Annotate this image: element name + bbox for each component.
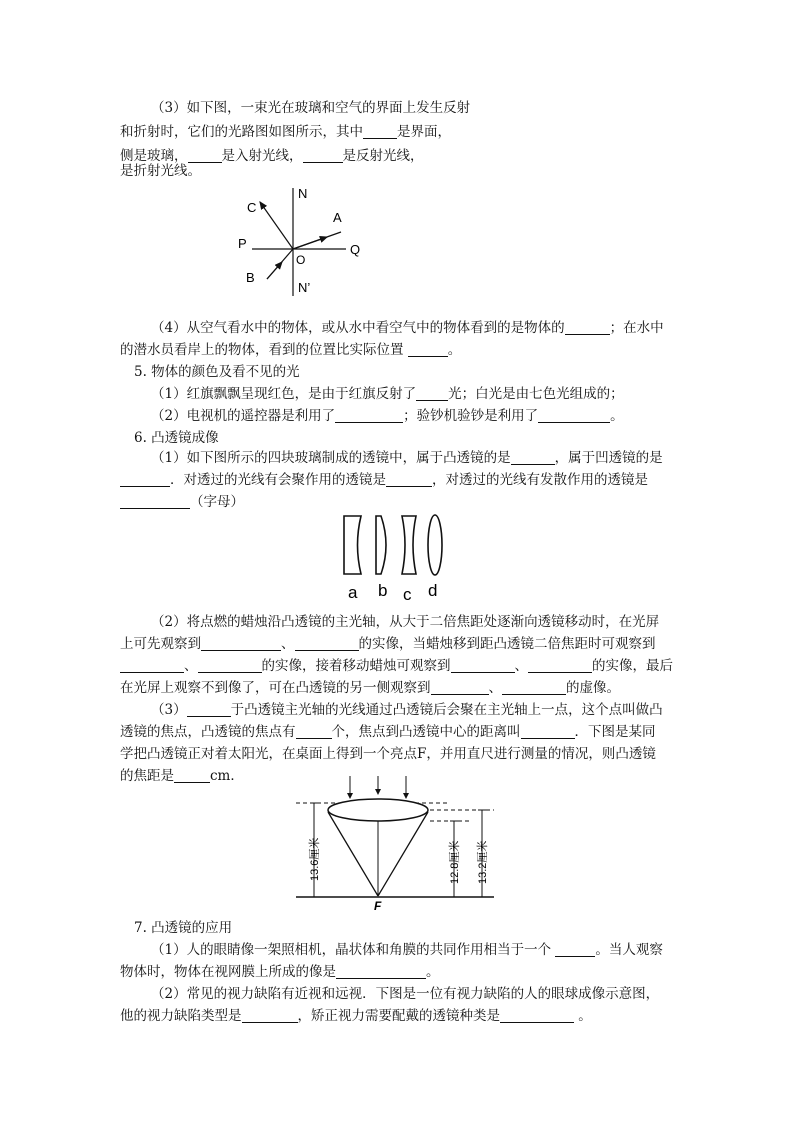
- answer-blank[interactable]: [408, 342, 448, 357]
- lens-label-d: d: [428, 581, 438, 600]
- sec7-q2-line2: 他的视力缺陷类型是 ，矫正视力需要配戴的透镜种类是 。: [120, 1008, 592, 1024]
- answer-blank[interactable]: [201, 636, 281, 651]
- sec5-q2: （2）电视机的遥控器是利用了 ；验钞机验钞是利用了 。: [151, 408, 624, 424]
- answer-blank[interactable]: [363, 124, 397, 139]
- answer-blank[interactable]: [416, 386, 448, 401]
- sec6-q3-line2: 透镜的焦点，凸透镜的焦点有 个，焦点到凸透镜中心的距离叫 ．下图是某同: [120, 724, 656, 740]
- label-12-8cm: 12.8厘米: [449, 840, 461, 884]
- convex-lens: [328, 799, 428, 821]
- answer-blank[interactable]: [336, 964, 426, 979]
- answer-blank[interactable]: [187, 702, 231, 717]
- focal-length-diagram: [290, 776, 500, 912]
- answer-blank[interactable]: [521, 724, 575, 739]
- section-7-title: 7. 凸透镜的应用: [134, 920, 233, 936]
- answer-blank[interactable]: [431, 680, 489, 695]
- sec6-q3-line4: 的焦距是 cm．: [120, 768, 244, 784]
- sec7-q2-line1: （2）常见的视力缺陷有近视和远视．下图是一位有视力缺陷的人的眼球成像示意图，: [151, 986, 660, 1002]
- answer-blank[interactable]: [120, 658, 184, 673]
- answer-blank[interactable]: [120, 472, 170, 487]
- sec6-q2-line1: （2）将点燃的蜡烛沿凸透镜的主光轴，从大于二倍焦距处逐渐向透镜移动时，在光屏: [151, 614, 660, 630]
- answer-blank[interactable]: [502, 680, 566, 695]
- sec7-q1-line2: 物体时，物体在视网膜上所成的像是 。: [120, 964, 440, 980]
- sec6-q2-line4: 在光屏上观察不到像了，可在凸透镜的另一侧观察到 、 的虚像。: [120, 680, 620, 696]
- label-13-6cm: 13.6厘米: [309, 837, 321, 881]
- answer-blank[interactable]: [386, 472, 432, 487]
- answer-blank[interactable]: [120, 494, 190, 509]
- sec7-q1-line1: （1）人的眼睛像一架照相机，晶状体和角膜的共同作用相当于一个 。当人观察: [151, 942, 663, 958]
- sec6-q1-line1: （1）如下图所示的四块玻璃制成的透镜中，属于凸透镜的是 ，属于凹透镜的是: [151, 450, 663, 466]
- answer-blank[interactable]: [538, 408, 610, 423]
- label-P: P: [238, 236, 247, 251]
- answer-blank[interactable]: [335, 408, 403, 423]
- lenses-diagram: [340, 510, 450, 606]
- refracted-ray: [328, 812, 378, 896]
- sec6-q2-line2: 上可先观察到 、 的实像，当蜡烛移到距凸透镜二倍焦距时可观察到: [120, 636, 656, 652]
- lens-label-b: b: [378, 581, 388, 600]
- sec6-q2-line3: 、 的实像，接着移动蜡烛可观察到 、 的实像，最后: [120, 656, 673, 676]
- label-N: N: [298, 186, 308, 201]
- ray-OC: [260, 202, 293, 249]
- label-N-prime: N’: [298, 280, 311, 295]
- lens-d: [428, 515, 442, 575]
- label-13-2cm: 13.2厘米: [477, 840, 489, 884]
- sec5-q1: （1）红旗飘飘呈现红色，是由于红旗反射了 光；白光是由七色光组成的；: [151, 386, 624, 402]
- label-O: O: [296, 253, 306, 267]
- answer-blank[interactable]: [174, 768, 210, 783]
- sec6-q3-line1: （3） 于凸透镜主光轴的光线通过凸透镜后会聚在主光轴上一点，这个点叫做凸: [151, 702, 663, 718]
- answer-blank[interactable]: [511, 450, 555, 465]
- answer-blank[interactable]: [198, 658, 262, 673]
- answer-blank[interactable]: [528, 658, 592, 673]
- sec6-q1-line2: ．对透过的光线有会聚作用的透镜是 ，对透过的光线有发散作用的透镜是: [120, 470, 648, 490]
- lens-label-a: a: [348, 583, 358, 602]
- sec6-q1-line3: （字母）: [120, 492, 244, 512]
- label-B: B: [246, 270, 255, 285]
- section-5-title: 5. 物体的颜色及看不见的光: [134, 364, 300, 380]
- label-A: A: [333, 210, 342, 225]
- answer-blank[interactable]: [555, 942, 595, 957]
- answer-blank[interactable]: [303, 148, 343, 163]
- q4-line2: 的潜水员看岸上的物体，看到的位置比实际位置 。: [120, 342, 462, 358]
- lens-b: [376, 516, 386, 574]
- label-Q: Q: [350, 242, 361, 257]
- light-path-diagram: [230, 182, 370, 302]
- label-C: C: [247, 200, 257, 215]
- refracted-ray: [378, 812, 428, 896]
- answer-blank[interactable]: [565, 320, 610, 335]
- lens-label-c: c: [403, 585, 412, 604]
- answer-blank[interactable]: [500, 1008, 574, 1023]
- answer-blank[interactable]: [295, 636, 359, 651]
- answer-blank[interactable]: [296, 724, 332, 739]
- label-F: F: [374, 899, 382, 912]
- answer-blank[interactable]: [242, 1008, 298, 1023]
- q3-line2: 和折射时，它们的光路图如图所示，其中 是界面，: [120, 124, 451, 140]
- lens-c: [402, 516, 416, 574]
- q3-line1: （3）如下图，一束光在玻璃和空气的界面上发生反射: [151, 100, 471, 116]
- answer-blank[interactable]: [451, 658, 515, 673]
- lens-a: [344, 516, 361, 574]
- q4-line1: （4）从空气看水中的物体，或从水中看空气中的物体看到的是物体的 ；在水中: [151, 320, 664, 336]
- section-6-title: 6. 凸透镜成像: [134, 430, 219, 446]
- q3-line4: 是折射光线。: [120, 163, 201, 179]
- sec6-q3-line3: 学把凸透镜正对着太阳光，在桌面上得到一个亮点F，并用直尺进行测量的情况，则凸透镜: [120, 746, 656, 762]
- q3-line3: 侧是玻璃， 是入射光线， 是反射光线，: [120, 148, 424, 164]
